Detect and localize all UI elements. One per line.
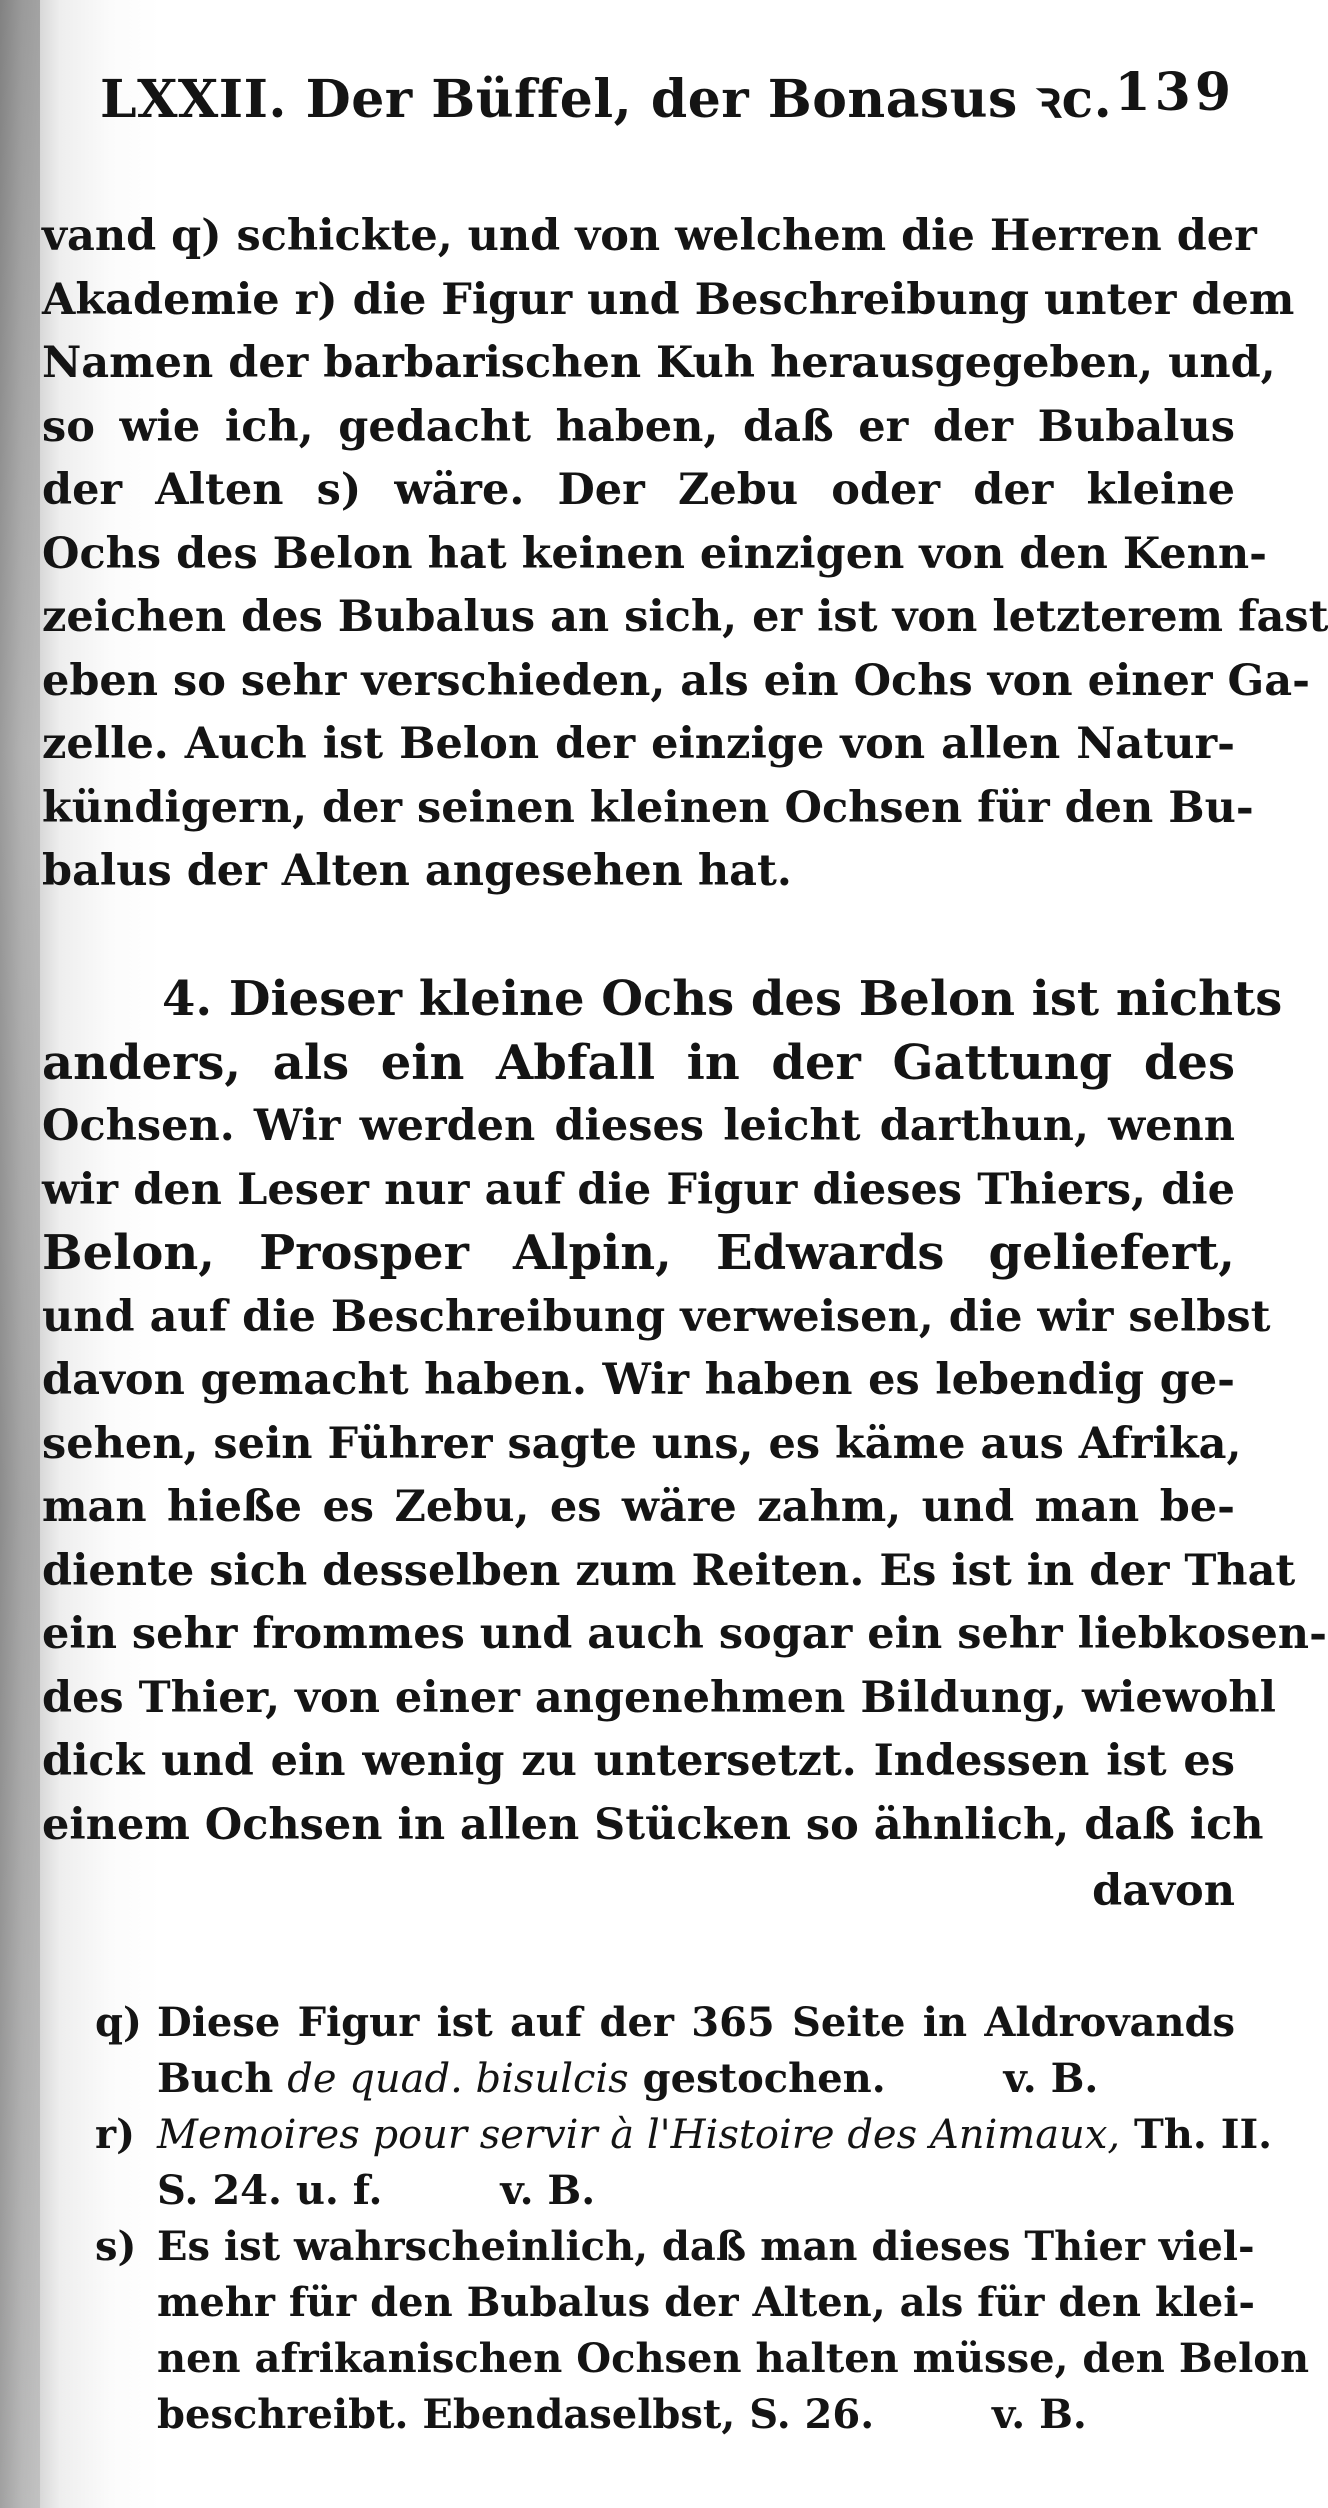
page-number: 139 — [1114, 62, 1235, 123]
section-heading-line: anders, als ein Abfall in der Gattung des — [42, 1034, 1235, 1091]
page-gutter-shadow — [0, 0, 40, 2508]
footnote-r-continuation — [95, 2163, 1235, 2219]
text-line: zelle. Auch ist Belon der einzige von allen Natur- — [42, 719, 1235, 769]
text-line: man hieße es Zebu, es wäre zahm, und man be- — [42, 1482, 1235, 1532]
footnotes — [95, 1995, 1310, 2443]
text-line: kündigern, der seinen kleinen Ochsen für den Bu- — [42, 782, 1254, 833]
footnote-text: beschreibt. Ebendaselbst, S. 26. — [157, 2391, 875, 2438]
text-line: Belon, Prosper Alpin, Edwards geliefert, — [42, 1225, 1235, 1281]
text-line: sehen, sein Führer sagte uns, es käme aus Afrika, — [42, 1418, 1242, 1469]
footnote-text: S. 24. u. f. — [157, 2167, 383, 2214]
text-line: zeichen des Bubalus an sich, er ist von letzterem fast — [42, 592, 1328, 642]
footnote-s — [95, 2219, 1255, 2275]
text-line: und auf die Beschreibung verweisen, die wir selbst — [42, 1291, 1271, 1342]
footnote-text: nen afrikanischen Ochsen halten müsse, den Belon — [157, 2335, 1310, 2382]
text-line: Akademie r) die Figur und Beschreibung unter dem — [42, 274, 1295, 325]
text-line: balus der Alten angesehen hat. — [42, 846, 792, 896]
footnote-r — [95, 2107, 1273, 2163]
footnote-text: Th. II. — [1134, 2111, 1273, 2158]
header-title: LXXII. Der Büffel, der Bonasus ꝛc. — [100, 69, 1113, 130]
running-header — [100, 62, 1235, 132]
text-line: eben so sehr verschieden, als ein Ochs von einer Ga- — [42, 655, 1310, 706]
paragraph-continuation — [42, 205, 1328, 904]
footnote-q — [95, 1995, 1235, 2051]
catchword-block — [42, 1860, 1235, 1924]
footnote-mark: s) — [95, 2223, 137, 2270]
footnote-text: mehr für den Bubalus der Alten, als für den klei- — [157, 2279, 1256, 2326]
footnote-signature: v. B. — [992, 2391, 1087, 2438]
footnote-text: Es ist wahrscheinlich, daß man dieses Thier viel- — [157, 2223, 1255, 2270]
text-line: Ochsen. Wir werden dieses leicht darthun, wenn — [42, 1101, 1235, 1151]
text-line: davon gemacht haben. Wir haben es lebendig ge- — [42, 1355, 1235, 1405]
footnote-s-continuation — [95, 2331, 1310, 2387]
footnote-mark: q) — [95, 1999, 142, 2046]
text-line: einem Ochsen in allen Stücken so ähnlich, daß ich — [42, 1799, 1264, 1850]
section-heading-line: 4. Dieser kleine Ochs des Belon ist nichts — [162, 971, 1283, 1027]
text-line: ein sehr frommes und auch sogar ein sehr liebkosen- — [42, 1609, 1327, 1659]
text-line: Namen der barbarischen Kuh herausgegeben, und, — [42, 338, 1276, 388]
footnote-signature: v. B. — [1003, 2055, 1099, 2102]
footnote-s-continuation — [95, 2275, 1256, 2331]
text-line: diente sich desselben zum Reiten. Es ist in der That — [42, 1545, 1296, 1596]
footnote-signature: v. B. — [500, 2167, 596, 2214]
footnote-italic-title: Memoires pour servir à l'Histoire des Animaux, — [157, 2112, 1121, 2158]
footnote-q-continuation — [95, 2051, 1235, 2107]
catchword: davon — [1092, 1866, 1235, 1916]
footnote-text: Diese Figur ist auf der 365 Seite in Aldrovands — [157, 1999, 1235, 2046]
paragraph-section-4 — [42, 968, 1327, 1857]
footnote-text: Buch — [157, 2055, 274, 2102]
text-line: so wie ich, gedacht haben, daß er der Bubalus — [42, 401, 1235, 452]
text-line: dick und ein wenig zu untersetzt. Indessen ist es — [42, 1736, 1235, 1786]
footnote-s-continuation — [95, 2387, 1235, 2443]
text-line: der Alten s) wäre. Der Zebu oder der kleine — [42, 465, 1235, 515]
footnote-italic-title: de quad. bisulcis — [287, 2056, 629, 2102]
footnote-text: gestochen. — [642, 2055, 886, 2102]
text-line: wir den Leser nur auf die Figur dieses Thiers, die — [42, 1164, 1235, 1215]
text-line: vand q) schickte, und von welchem die Herren der — [42, 211, 1257, 261]
footnote-mark: r) — [95, 2111, 135, 2158]
text-line: Ochs des Belon hat keinen einzigen von den Kenn- — [42, 528, 1268, 579]
text-line: des Thier, von einer angenehmen Bildung, wiewohl — [42, 1672, 1277, 1723]
